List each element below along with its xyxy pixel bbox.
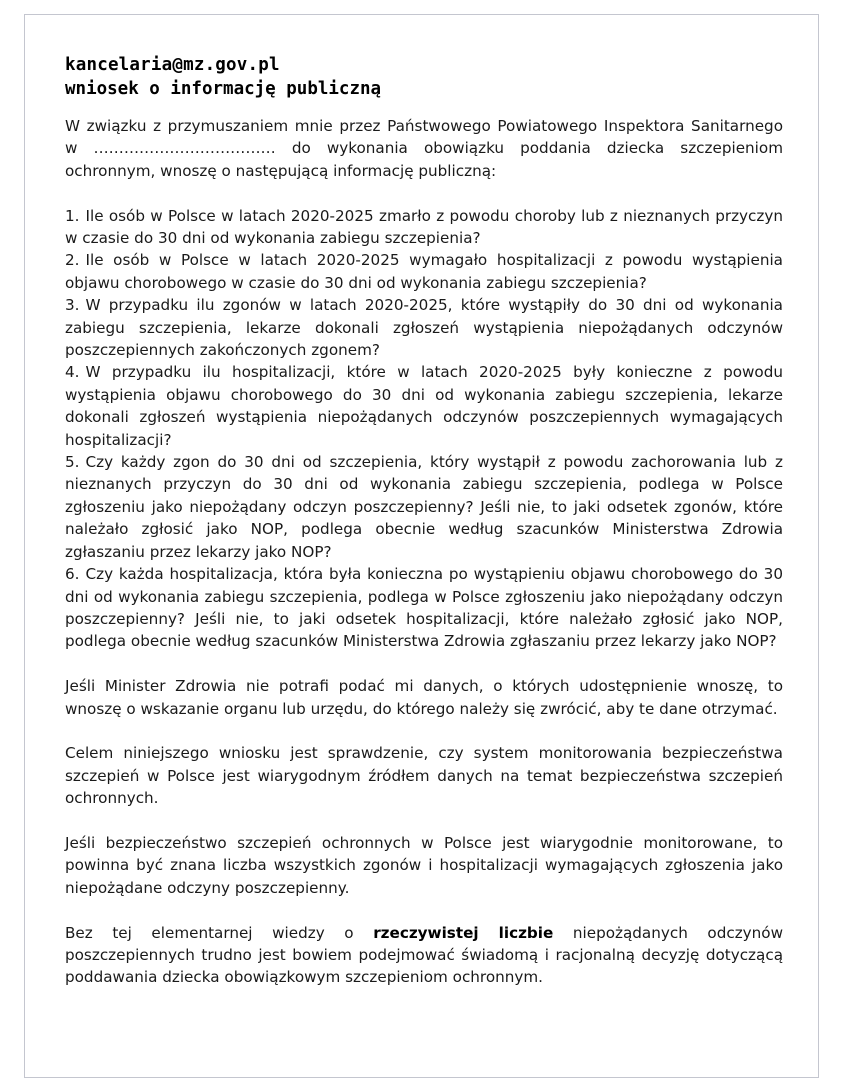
question-number: 1. [65, 206, 80, 225]
question-item [65, 451, 783, 563]
question-number: 5. [65, 453, 80, 472]
question-text: Ile osób w Polsce w latach 2020-2025 wymagało hospitalizacji z powodu wystąpienia objawu chorobowego w czasie do 30 dni od wykonania zabiegu szczepienia? [65, 251, 783, 292]
question-text: W przypadku ilu hospitalizacji, które w latach 2020-2025 były konieczne z powodu wystąpienia objawu chorobowego do 30 dni od wykonania zabiegu szczepienia, lekarze dokonali zgłoszeń wystąpienia niepożądanych odczynów poszczepiennych wymagających hospitalizacji? [65, 363, 783, 449]
final-text-after: niepożądanych odczynów poszczepiennych trudno jest bowiem podejmować świadomą i racjonalną decyzję dotyczącą poddawania dziecka obowiązkowym szczepieniom ochronnym. [65, 923, 783, 987]
document-subject: wniosek o informację publiczną [65, 79, 382, 99]
questions-list [65, 205, 783, 653]
final-paragraph [65, 922, 783, 989]
question-number: 4. [65, 363, 80, 382]
question-item [65, 249, 783, 294]
question-item [65, 294, 783, 361]
final-emphasis: rzeczywistej liczbie [373, 923, 554, 942]
monitoring-paragraph: Jeśli bezpieczeństwo szczepień ochronnych w Polsce jest wiarygodnie monitorowane, to powinna być znana liczba wszystkich zgonów i hospitalizacji wymagających zgłoszenia jako niepożądane odczyny poszczepienny. [65, 833, 783, 897]
document-page [24, 14, 819, 1078]
question-number: 2. [65, 251, 80, 270]
question-item [65, 563, 783, 653]
question-text: Ile osób w Polsce w latach 2020-2025 zmarło z powodu choroby lub z nieznanych przyczyn w czasie do 30 dni od wykonania zabiegu szczepienia? [65, 206, 783, 248]
question-item [65, 205, 783, 250]
question-text: Czy każda hospitalizacja, która była konieczna po wystąpieniu objawu chorobowego do 30 dni od wykonania zabiegu szczepienia, podlega w Polsce zgłoszeniu jako niepożądany odczyn poszczepienny? Jeśli nie, to jaki odsetek hospitalizacji, które należało zgłosić jako NOP, podlega obecnie według szacunków Ministerstwa Zdrowia zgłaszaniu przez lekarzy jako NOP? [65, 565, 783, 651]
question-number: 3. [65, 296, 80, 315]
goal-paragraph: Celem niniejszego wniosku jest sprawdzenie, czy system monitorowania bezpieczeństwa szczepień w Polsce jest wiarygodnym źródłem danych na temat bezpieczeństwa szczepień ochronnych. [65, 744, 783, 808]
intro-paragraph: W związku z przymuszaniem mnie przez Państwowego Powiatowego Inspektora Sanitarnego w ……………………………… do wykonania obowiązku poddania dziecka szczepieniom ochronnym, wnoszę o następującą informację publiczną: [65, 117, 783, 180]
final-text-before: Bez tej elementarnej wiedzy o [65, 923, 374, 942]
question-number: 6. [65, 565, 80, 584]
question-item [65, 361, 783, 451]
recipient-email: kancelaria@mz.gov.pl [65, 55, 280, 75]
question-text: Czy każdy zgon do 30 dni od szczepienia, który wystąpił z powodu zachorowania lub z nieznanych przyczyn do 30 dni od wykonania zabiegu szczepienia, podlega w Polsce zgłoszeniu jako niepożądany odczyn poszczepienny? Jeśli nie, to jaki odsetek zgonów, które należało zgłosić jako NOP, podlega obecnie według szacunków Ministerstwa Zdrowia zgłaszaniu przez lekarzy jako NOP? [65, 453, 783, 561]
minister-paragraph: Jeśli Minister Zdrowia nie potrafi podać mi danych, o których udostępnienie wnoszę, to wnoszę o wskazanie organu lub urzędu, do którego należy się zwrócić, aby te dane otrzymać. [65, 677, 783, 718]
document-body [65, 53, 783, 989]
question-text: W przypadku ilu zgonów w latach 2020-2025, które wystąpiły do 30 dni od wykonania zabiegu szczepienia, lekarze dokonali zgłoszeń wystąpienia niepożądanych odczynów poszczepiennych zakończonych zgonem? [65, 296, 783, 360]
